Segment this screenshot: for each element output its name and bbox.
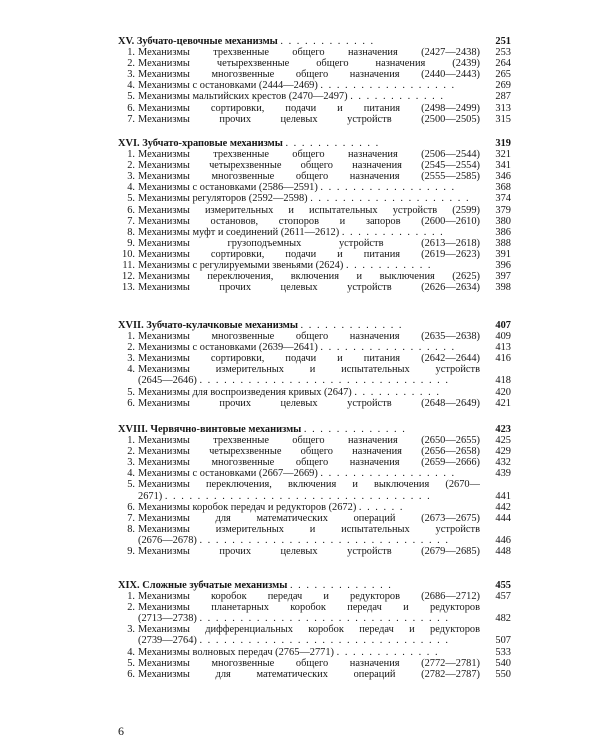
toc-entry: 2. Механизмы с остановками (2639—2641) . . . . . . . . . . . . . . . . . 413: [127, 342, 511, 354]
toc-entry: 6. Механизмы сортировки, подачи и питания (2498—2499) 313: [127, 102, 511, 114]
toc-entry: 12. Механизмы переключения, включения и выключения (2625) 397: [122, 271, 511, 283]
toc-entry: 10. Механизмы сортировки, подачи и питания (2619—2623) 391: [122, 248, 511, 260]
toc-section-xviii: [118, 424, 511, 558]
toc-entry-continuation: (2713—2738) . . . . . . . . . . . . . . . . . . . . . . . . . . . . . . . 482: [138, 613, 511, 625]
toc-section-xv: [118, 36, 511, 125]
toc-entry: 2. Механизмы четырехзвенные общего назначения (2545—2554) 341: [127, 160, 511, 172]
toc-entry-continuation: (2676—2678) . . . . . . . . . . . . . . . . . . . . . . . . . . . . . . . 446: [138, 534, 511, 546]
toc-section-xvii: [118, 320, 511, 409]
toc-entry: 1. Механизмы трехзвенные общего назначения (2506—2544) 321: [127, 149, 511, 161]
toc-entry: 7. Механизмы остановов, стопоров и запоров (2600—2610) 380: [127, 215, 511, 227]
toc-entry: 1. Механизмы трехзвенные общего назначения (2427—2438) 253: [127, 47, 511, 59]
toc-entry: 5. Механизмы переключения, включения и выключения (2670—: [127, 479, 480, 491]
toc-entry: 8. Механизмы муфт и соединений (2611—2612) . . . . . . . . . . . . . 386: [127, 226, 511, 238]
toc-entry: 5. Механизмы регуляторов (2592—2598) . . . . . . . . . . . . . . . . . . . . 374: [127, 193, 511, 205]
section-heading: XVI. Зубчато-храповые механизмы . . . . . . . . . . . . 319: [118, 138, 511, 149]
toc-section-xix: [118, 580, 511, 680]
toc-entry: 4. Механизмы с остановками (2444—2469) . . . . . . . . . . . . . . . . . 269: [127, 80, 511, 92]
toc-entry: 11. Механизмы с регулируемыми звеньями (2624) . . . . . . . . . . . 396: [122, 260, 511, 272]
toc-entry: 6. Механизмы коробок передач и редукторов (2672) . . . . . . 442: [127, 501, 511, 513]
toc-entry: 3. Механизмы сортировки, подачи и питания (2642—2644) 416: [127, 353, 511, 365]
toc-entry-continuation: (2739—2764) . . . . . . . . . . . . . . . . . . . . . . . . . . . . . . . 507: [138, 635, 511, 647]
toc-entry: 5. Механизмы мальтийских крестов (2470—2497) . . . . . . . . . . . . 287: [127, 91, 511, 103]
toc-entry: 1. Механизмы многозвенные общего назначения (2635—2638) 409: [127, 331, 511, 343]
toc-entry: 3. Механизмы многозвенные общего назначения (2555—2585) 346: [127, 171, 511, 183]
toc-entry: 2. Механизмы четырехзвенные общего назначения (2439) 264: [127, 58, 511, 70]
toc-entry: 3. Механизмы дифференциальных коробок передач и редукторов: [127, 624, 480, 636]
toc-entry-continuation: (2645—2646) . . . . . . . . . . . . . . . . . . . . . . . . . . . . . . . 418: [138, 375, 511, 387]
toc-entry: 4. Механизмы измерительных и испытательных устройств: [127, 364, 480, 376]
toc-entry: 3. Механизмы многозвенные общего назначения (2440—2443) 265: [127, 69, 511, 81]
toc-entry: 4. Механизмы с остановками (2586—2591) . . . . . . . . . . . . . . . . . 368: [127, 182, 511, 194]
toc-entry: 1. Механизмы трехзвенные общего назначения (2650—2655) 425: [127, 435, 511, 447]
toc-entry: 2. Механизмы четырехзвенные общего назначения (2656—2658) 429: [127, 446, 511, 458]
toc-entry: 6. Механизмы прочих целевых устройств (2648—2649) 421: [127, 397, 511, 409]
section-heading: XVII. Зубчато-кулачковые механизмы . . . . . . . . . . . . . 407: [118, 320, 511, 331]
section-heading: XV. Зубчато-цевочные механизмы . . . . . . . . . . . . 251: [118, 36, 511, 47]
toc-entry: 5. Механизмы многозвенные общего назначения (2772—2781) 540: [127, 657, 511, 669]
toc-entry: 7. Механизмы прочих целевых устройств (2500—2505) 315: [127, 113, 511, 125]
toc-entry: 2. Механизмы планетарных коробок передач и редукторов: [127, 602, 480, 614]
toc-entry: 6. Механизмы для математических операций (2782—2787) 550: [127, 668, 511, 680]
toc-entry: 9. Механизмы грузоподъемных устройств (2613—2618) 388: [127, 237, 511, 249]
toc-entry: 1. Механизмы коробок передач и редукторов (2686—2712) 457: [127, 591, 511, 603]
toc-entry: 7. Механизмы для математических операций (2673—2675) 444: [127, 512, 511, 524]
page-number: 6: [118, 724, 124, 738]
toc-entry: 3. Механизмы многозвенные общего назначения (2659—2666) 432: [127, 457, 511, 469]
section-heading: XVIII. Червячно-винтовые механизмы . . . . . . . . . . . . . 423: [118, 424, 511, 435]
toc-entry: 5. Механизмы для воспроизведения кривых (2647) . . . . . . . . . . . 420: [127, 386, 511, 398]
toc-entry: 8. Механизмы измерительных и испытательных устройств: [127, 523, 480, 535]
toc-entry: 4. Механизмы волновых передач (2765—2771) . . . . . . . . . . . . . 533: [127, 646, 511, 658]
toc-entry: 6. Механизмы измерительных и испытательных устройств (2599) 379: [127, 204, 511, 216]
toc-entry-continuation: 2671) . . . . . . . . . . . . . . . . . . . . . . . . . . . . . . . . . 441: [138, 490, 511, 502]
toc-section-xvi: [118, 138, 511, 294]
toc-entry: 9. Механизмы прочих целевых устройств (2679—2685) 448: [127, 546, 511, 558]
toc-entry: 13. Механизмы прочих целевых устройств (2626—2634) 398: [122, 282, 511, 294]
toc-entry: 4. Механизмы с остановками (2667—2669) . . . . . . . . . . . . . . . . . 439: [127, 468, 511, 480]
section-heading: XIX. Сложные зубчатые механизмы . . . . . . . . . . . . . 455: [118, 580, 511, 591]
